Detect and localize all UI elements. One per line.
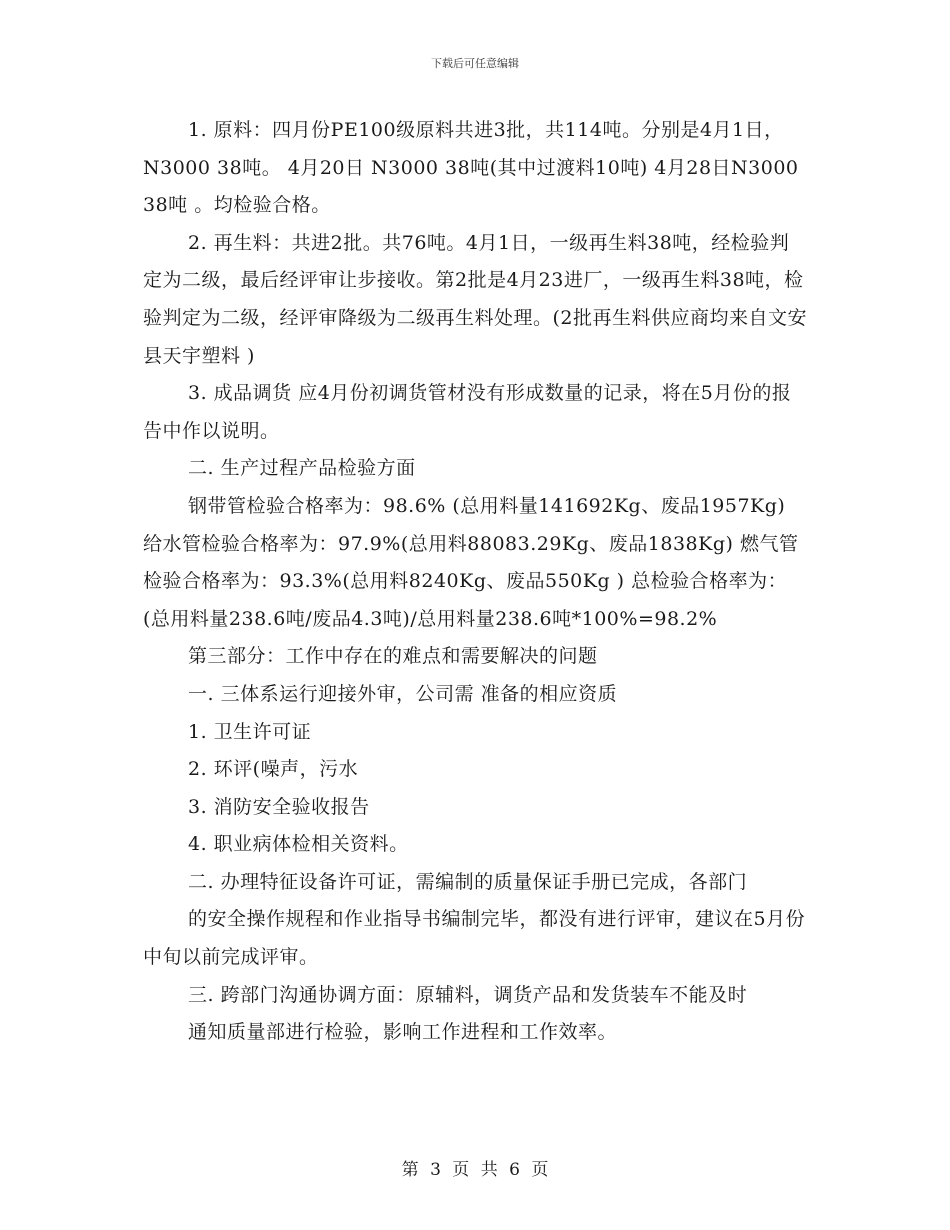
list-item-environmental-assessment: 2. 环评(噪声，污水 (188, 758, 359, 781)
section-heading-production-inspection: 二. 生产过程产品检验方面 (188, 457, 416, 480)
section-heading-equipment-license: 二. 办理特征设备许可证，需编制的质量保证手册已完成，各部门 (188, 870, 748, 893)
list-item-hygiene-license: 1. 卫生许可证 (188, 720, 312, 743)
paragraph-raw-materials: 1. 原料：四月份PE100级原料共进3批，共114吨。分别是4月1日，N3000 38吨。 4月20日 N3000 38吨(其中过渡料10吨) 4月28日N3000 38吨 。均检验合格。 (143, 119, 799, 217)
page-header: 下载后可任意编辑 (431, 57, 519, 70)
section-heading-audit-qualifications: 一. 三体系运行迎接外审，公司需 准备的相应资质 (188, 682, 618, 705)
paragraph-recycled-materials: 2. 再生料：共进2批。共76吨。4月1日，一级再生料38吨，经检验判定为二级，最后经评审让步接收。第2批是4月23进厂，一级再生料38吨，检验判定为二级，经评审降级为二级再生料处理。(2批再生料供应商均来自文安县天宇塑料 ) (143, 231, 808, 367)
paragraph-notification-issue: 通知质量部进行检验，影响工作进程和工作效率。 (188, 1021, 618, 1044)
paragraph-finished-goods-transfer: 3. 成品调货 应4月份初调货管材没有形成数量的记录，将在5月份的报告中作以说明。 (143, 382, 792, 442)
list-item-occupational-health: 4. 职业病体检相关资料。 (188, 833, 409, 856)
list-item-fire-safety-report: 3. 消防安全验收报告 (188, 795, 370, 818)
section-heading-cross-department: 三. 跨部门沟通协调方面：原辅料，调货产品和发货装车不能及时 (188, 983, 748, 1006)
paragraph-operating-procedures: 的安全操作规程和作业指导书编制完毕，都没有进行评审，建议在5月份中旬以前完成评审。 (143, 908, 806, 969)
paragraph-pass-rates: 钢带管检验合格率为：98.6% (总用料量141692Kg、废品1957Kg) 给水管检验合格率为：97.9%(总用料88083.29Kg、废品1838Kg) 燃气管检验合格率为：93.3%(总用料8240Kg、废品550Kg ) 总检验合格率为：(总用料量238.6吨/废品4.3吨)/总用料量238.6吨*100%=98.2% (143, 494, 799, 630)
document-body (143, 112, 808, 1052)
part-heading-difficulties: 第三部分：工作中存在的难点和需要解决的问题 (188, 645, 598, 668)
page-number: 第 3 页 共 6 页 (401, 1160, 549, 1180)
